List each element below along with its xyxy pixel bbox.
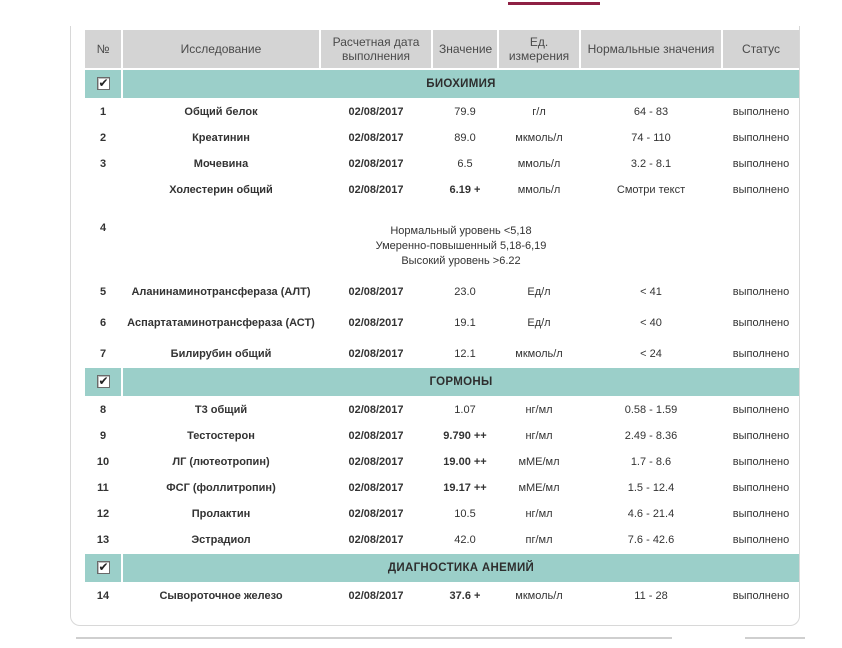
section-title: ДИАГНОСТИКА АНЕМИЙ [123,554,799,582]
row-norm: 64 - 83 [581,100,721,124]
table-row [85,280,799,304]
row-study: ЛГ (лютеотропин) [123,450,319,474]
note-line: Высокий уровень >6.22 [401,255,521,267]
row-num: 11 [85,476,121,500]
row-num: 2 [85,126,121,150]
row-norm: 7.6 - 42.6 [581,528,721,552]
section-checkbox-cell [85,70,121,98]
row-status: выполнено [723,126,799,150]
table-row [85,178,799,202]
row-num: 6 [85,306,121,340]
col-header-status: Статус [723,30,799,68]
row-norm: 1.5 - 12.4 [581,476,721,500]
section-checkbox-cell [85,368,121,396]
row-unit: ммоль/л [499,178,579,202]
row-date: 02/08/2017 [321,398,431,422]
section-checkbox[interactable] [97,561,110,574]
row-norm: 0.58 - 1.59 [581,398,721,422]
row-status: выполнено [723,584,799,608]
row-study: Т3 общий [123,398,319,422]
row-num: 7 [85,342,121,366]
section-row-anemia [85,554,799,582]
row-unit: Ед/л [499,306,579,340]
row-status: выполнено [723,100,799,124]
row-study: Эстрадиол [123,528,319,552]
row-date: 02/08/2017 [321,178,431,202]
row-status: выполнено [723,502,799,526]
row-date: 02/08/2017 [321,342,431,366]
section-checkbox[interactable] [97,375,110,388]
row-unit: мкмоль/л [499,584,579,608]
row-status: выполнено [723,152,799,176]
row-value: 6.5 [433,152,497,176]
row-status: выполнено [723,306,799,340]
row-num: 1 [85,100,121,124]
col-header-value: Значение [433,30,497,68]
row-value: 1.07 [433,398,497,422]
row-status: выполнено [723,528,799,552]
results-table [83,28,801,610]
row-study: Аланинаминотрансфераза (АЛТ) [123,280,319,304]
table-header-row [85,30,799,68]
row-date: 02/08/2017 [321,306,431,340]
row-num: 4 [85,178,121,278]
section-title: БИОХИМИЯ [123,70,799,98]
row-value: 79.9 [433,100,497,124]
row-study: Мочевина [123,152,319,176]
row-date: 02/08/2017 [321,476,431,500]
row-value: 42.0 [433,528,497,552]
row-value: 19.1 [433,306,497,340]
row-value: 23.0 [433,280,497,304]
row-norm: 1.7 - 8.6 [581,450,721,474]
row-status: выполнено [723,398,799,422]
page-divider-left [76,637,672,639]
table-row [85,126,799,150]
row-num: 8 [85,398,121,422]
row-value: 37.6 + [433,584,497,608]
row-norm: 3.2 - 8.1 [581,152,721,176]
row-study: Пролактин [123,502,319,526]
row-value: 9.790 ++ [433,424,497,448]
row-study: Холестерин общий [123,178,319,202]
row-num: 5 [85,280,121,304]
row-status: выполнено [723,450,799,474]
row-date: 02/08/2017 [321,100,431,124]
row-status: выполнено [723,342,799,366]
row-value: 6.19 + [433,178,497,202]
check-icon: ✔ [98,76,109,91]
row-study: ФСГ (фоллитропин) [123,476,319,500]
row-date: 02/08/2017 [321,280,431,304]
row-num: 9 [85,424,121,448]
row-date: 02/08/2017 [321,450,431,474]
check-icon: ✔ [98,374,109,389]
section-row-biochemistry [85,70,799,98]
row-unit: мМЕ/мл [499,476,579,500]
row-date: 02/08/2017 [321,424,431,448]
results-panel [70,26,800,626]
table-row [85,306,799,340]
row-study: Сывороточное железо [123,584,319,608]
cholesterol-note [123,204,799,278]
row-num: 13 [85,528,121,552]
row-value: 19.00 ++ [433,450,497,474]
page-divider-right [745,637,805,639]
section-checkbox-cell [85,554,121,582]
row-unit: мкмоль/л [499,126,579,150]
row-norm: Смотри текст [581,178,721,202]
row-norm: 11 - 28 [581,584,721,608]
row-norm: 4.6 - 21.4 [581,502,721,526]
row-unit: Ед/л [499,280,579,304]
row-num: 12 [85,502,121,526]
row-unit: г/л [499,100,579,124]
row-norm: < 24 [581,342,721,366]
note-line: Умеренно-повышенный 5,18-6,19 [375,240,547,252]
row-value: 19.17 ++ [433,476,497,500]
row-num: 14 [85,584,121,608]
row-study: Аспартатаминотрансфераза (АСТ) [123,306,319,340]
section-title: ГОРМОНЫ [123,368,799,396]
col-header-date: Расчетная дата выполнения [321,30,431,68]
row-norm: < 40 [581,306,721,340]
link-underline[interactable] [508,2,600,5]
row-value: 10.5 [433,502,497,526]
row-num: 10 [85,450,121,474]
row-status: выполнено [723,476,799,500]
row-norm: < 41 [581,280,721,304]
col-header-unit: Ед. измерения [499,30,579,68]
row-unit: нг/мл [499,398,579,422]
table-row [85,424,799,448]
row-status: выполнено [723,424,799,448]
row-num: 3 [85,152,121,176]
row-status: выполнено [723,280,799,304]
row-status: выполнено [723,178,799,202]
table-row [85,100,799,124]
section-row-hormones [85,368,799,396]
row-unit: мМЕ/мл [499,450,579,474]
check-icon: ✔ [98,560,109,575]
row-date: 02/08/2017 [321,528,431,552]
row-study: Билирубин общий [123,342,319,366]
table-row [85,528,799,552]
row-date: 02/08/2017 [321,152,431,176]
col-header-norm: Нормальные значения [581,30,721,68]
note-line: Нормальный уровень <5,18 [390,225,532,237]
row-study: Общий белок [123,100,319,124]
row-date: 02/08/2017 [321,502,431,526]
row-unit: нг/мл [499,502,579,526]
row-study: Креатинин [123,126,319,150]
table-row [85,502,799,526]
table-row [85,398,799,422]
table-note-row [85,204,799,278]
row-study: Тестостерон [123,424,319,448]
row-date: 02/08/2017 [321,584,431,608]
row-unit: нг/мл [499,424,579,448]
row-date: 02/08/2017 [321,126,431,150]
row-unit: пг/мл [499,528,579,552]
row-norm: 74 - 110 [581,126,721,150]
table-row [85,152,799,176]
section-checkbox[interactable] [97,77,110,90]
col-header-num: № [85,30,121,68]
table-row [85,450,799,474]
table-row [85,476,799,500]
table-row [85,342,799,366]
row-unit: мкмоль/л [499,342,579,366]
row-value: 12.1 [433,342,497,366]
col-header-study: Исследование [123,30,319,68]
row-unit: ммоль/л [499,152,579,176]
row-value: 89.0 [433,126,497,150]
table-row [85,584,799,608]
row-norm: 2.49 - 8.36 [581,424,721,448]
